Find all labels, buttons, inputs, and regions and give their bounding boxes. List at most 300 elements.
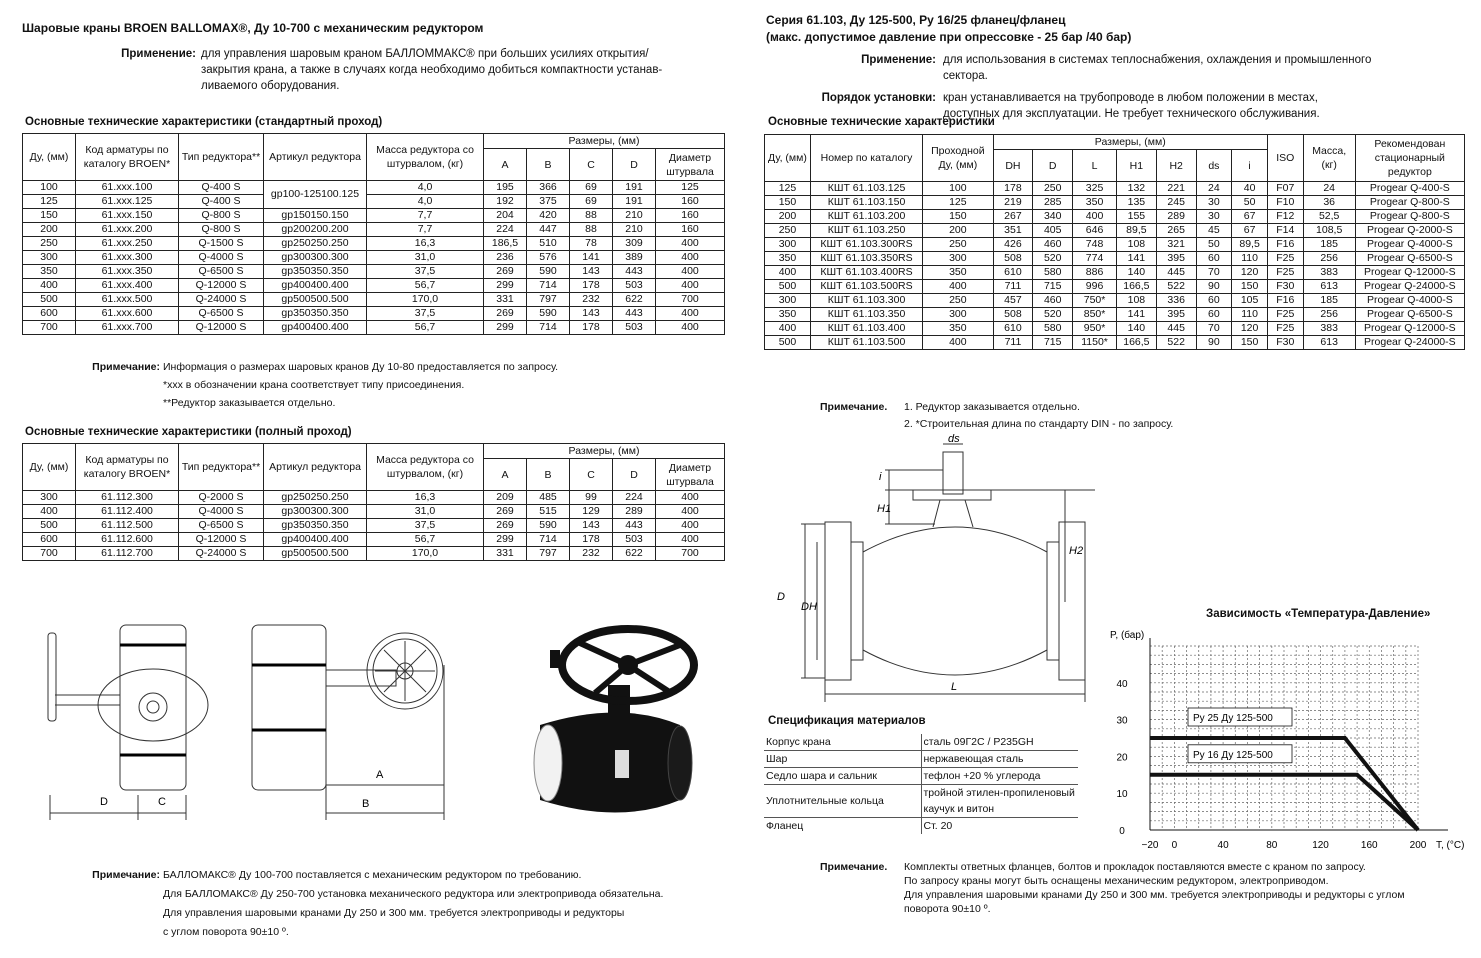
- table-row: [23, 223, 725, 237]
- note2-line: Для БАЛЛОМАКС® Ду 250-700 установка механического редуктора или электропривода обязательна.: [163, 888, 664, 900]
- table-cell: 503: [613, 533, 656, 547]
- left-app-line: ливаемого оборудования.: [201, 80, 340, 92]
- table-cell: 150: [923, 210, 993, 224]
- table-cell: 711: [993, 336, 1033, 350]
- table-cell: 30: [1196, 210, 1232, 224]
- table-cell: Progear Q-400-S: [1355, 182, 1464, 196]
- drawing-i-label: i: [879, 471, 882, 483]
- table-cell: 522: [1156, 336, 1196, 350]
- table-cell: 797: [527, 293, 570, 307]
- table-row: [23, 209, 725, 223]
- th-number: Номер по каталогу: [810, 135, 922, 182]
- note1-line: Информация о размерах шаровых кранов Ду 10-80 предоставляется по запросу.: [163, 361, 559, 373]
- table-cell: 711: [993, 280, 1033, 294]
- table-row: [23, 279, 725, 293]
- table-cell: 69: [570, 181, 613, 195]
- drawing-l-label: L: [951, 681, 958, 693]
- right-note2-line: По запросу краны могут быть оснащены механическим редуктором, электроприводом.: [904, 875, 1329, 887]
- table1-title: Основные технические характеристики (стандартный проход): [25, 116, 383, 128]
- th-mass: Масса, (кг): [1303, 135, 1355, 182]
- table-cell: 37,5: [367, 307, 484, 321]
- table-cell: Q-12000 S: [179, 279, 264, 293]
- x-axis-label: T, (°C): [1436, 840, 1465, 851]
- right-install-line: доступных для эксплуатации. Не требует технического обслуживания.: [943, 108, 1320, 120]
- table-cell: 503: [613, 321, 656, 335]
- table-cell: 36: [1303, 196, 1355, 210]
- table-cell: gp150150.150: [264, 209, 367, 223]
- table-cell: 950*: [1073, 322, 1117, 336]
- table-cell: 400: [656, 237, 725, 251]
- table-cell: Q-800 S: [179, 209, 264, 223]
- table-cell: 646: [1073, 224, 1117, 238]
- table-cell: КШТ 61.103.400: [810, 322, 922, 336]
- table-cell: Q-6500 S: [179, 307, 264, 321]
- table-row: [23, 547, 725, 561]
- table-cell: 457: [993, 294, 1033, 308]
- table-cell: 622: [613, 293, 656, 307]
- table-cell: 56,7: [367, 279, 484, 293]
- table-cell: gp300300.300: [264, 251, 367, 265]
- table-cell: 45: [1196, 224, 1232, 238]
- table-cell: 61.xxx.250: [76, 237, 179, 251]
- table-cell: F07: [1267, 182, 1303, 196]
- left-drawings: [20, 605, 740, 830]
- table-cell: 250: [923, 238, 993, 252]
- th-d: D: [613, 149, 656, 181]
- table-cell: 1150*: [1073, 336, 1117, 350]
- table-cell: 125: [923, 196, 993, 210]
- table-cell: 61.xxx.600: [76, 307, 179, 321]
- front-view-pipe: [120, 625, 186, 790]
- x-tick-label: 80: [1266, 840, 1278, 851]
- table-cell: 185: [1303, 294, 1355, 308]
- table-cell: gp300300.300: [264, 505, 367, 519]
- table-cell: 996: [1073, 280, 1117, 294]
- right-install-label: Порядок установки:: [821, 92, 936, 104]
- table-cell: 321: [1156, 238, 1196, 252]
- table-cell: 610: [993, 266, 1033, 280]
- right-note1-line: 2. *Строительная длина по стандарту DIN - по запросу.: [904, 418, 1174, 430]
- table-cell: 67: [1232, 210, 1268, 224]
- table-cell: gp350350.350: [264, 519, 367, 533]
- table-cell: 232: [570, 293, 613, 307]
- table-cell: 400: [923, 336, 993, 350]
- th-b: B: [527, 459, 570, 491]
- table-cell: 60: [1196, 252, 1232, 266]
- left-app-text: [201, 46, 726, 94]
- table-cell: Progear Q-6500-S: [1355, 252, 1464, 266]
- table-cell: gp250250.250: [264, 237, 367, 251]
- table-cell: 331: [484, 547, 527, 561]
- table-cell: 500: [765, 280, 811, 294]
- table-cell: 110: [1232, 308, 1268, 322]
- th-article: Артикул редуктора: [264, 134, 367, 181]
- table-cell: 400: [656, 251, 725, 265]
- legend-label: Ру 25 Ду 125-500: [1193, 713, 1273, 724]
- table-cell: 250: [1033, 182, 1073, 196]
- spec-material: Ст. 20: [923, 820, 953, 832]
- table-cell: 350: [923, 266, 993, 280]
- spec-material: тефлон +20 % углерода: [921, 768, 1078, 785]
- table-cell: 610: [993, 322, 1033, 336]
- left-app-label: Применение:: [121, 48, 196, 60]
- table-cell: F10: [1267, 196, 1303, 210]
- table-cell: 269: [484, 265, 527, 279]
- table-cell: 774: [1073, 252, 1117, 266]
- right-app-line: для использования в системах теплоснабжения, охлаждения и промышленного: [943, 54, 1372, 66]
- table-cell: gp500500.500: [264, 293, 367, 307]
- table-cell: 576: [527, 251, 570, 265]
- table-row: [23, 491, 725, 505]
- table-cell: 299: [484, 321, 527, 335]
- table-cell: 170,0: [367, 293, 484, 307]
- left-app-line: для управления шаровым краном БАЛЛОММАКС® при больших усилиях открытия/: [201, 48, 649, 60]
- th-dims: Размеры, (мм): [484, 444, 725, 459]
- table2-title: Основные технические характеристики (полный проход): [25, 426, 352, 438]
- table-cell: 160: [656, 195, 725, 209]
- th-du: Ду, (мм): [23, 444, 76, 491]
- table-cell: 120: [1232, 266, 1268, 280]
- table-cell: 178: [570, 533, 613, 547]
- table-cell: 37,5: [367, 265, 484, 279]
- table-cell: 178: [993, 182, 1033, 196]
- table-cell: 108: [1116, 294, 1156, 308]
- table-row: [765, 210, 1465, 224]
- table-cell: 443: [613, 307, 656, 321]
- table-cell: Progear Q-4000-S: [1355, 294, 1464, 308]
- table-row: [23, 251, 725, 265]
- table-cell: 108: [1116, 238, 1156, 252]
- table-cell: 336: [1156, 294, 1196, 308]
- th-wheel: Диаметр штурвала: [656, 459, 725, 491]
- table-cell: 61.xxx.150: [76, 209, 179, 223]
- table-cell: 100: [23, 181, 76, 195]
- table-cell: 460: [1033, 238, 1073, 252]
- table-row: [765, 224, 1465, 238]
- table-cell: 40: [1232, 182, 1268, 196]
- table-cell: 61.xxx.300: [76, 251, 179, 265]
- table-cell: КШТ 61.103.250: [810, 224, 922, 238]
- table-cell: 250: [765, 224, 811, 238]
- table-row: [765, 182, 1465, 196]
- table-cell: 141: [570, 251, 613, 265]
- table-cell: 50: [1196, 238, 1232, 252]
- spec-row: [764, 785, 1078, 818]
- table-cell: 191: [613, 181, 656, 195]
- th-du: Ду, (мм): [23, 134, 76, 181]
- table-cell: 500: [23, 293, 76, 307]
- table-cell: 16,3: [367, 491, 484, 505]
- table-cell: Progear Q-12000-S: [1355, 322, 1464, 336]
- table-cell: F12: [1267, 210, 1303, 224]
- table-cell: Q-400 S: [179, 195, 264, 209]
- spec-row: [764, 734, 1078, 751]
- table-cell: 447: [527, 223, 570, 237]
- table-cell: 61.xxx.350: [76, 265, 179, 279]
- table-cell: 400: [23, 505, 76, 519]
- left-app-line: закрытия крана, а также в случаях когда необходимо добиться компактности устанав-: [201, 64, 663, 76]
- table-cell: Progear Q-2000-S: [1355, 224, 1464, 238]
- th-code: Код арматуры по каталогу BROEN*: [76, 444, 179, 491]
- table-cell: Progear Q-6500-S: [1355, 308, 1464, 322]
- th-article: Артикул редуктора: [264, 444, 367, 491]
- table-cell: 351: [993, 224, 1033, 238]
- table-cell: 700: [23, 321, 76, 335]
- table-cell: 129: [570, 505, 613, 519]
- table-cell: 221: [1156, 182, 1196, 196]
- table-cell: 56,7: [367, 321, 484, 335]
- table-cell: 61.xxx.700: [76, 321, 179, 335]
- table-cell: 405: [1033, 224, 1073, 238]
- th-a: A: [484, 149, 527, 181]
- table-cell: КШТ 61.103.300RS: [810, 238, 922, 252]
- spec-part: Фланец: [764, 818, 921, 835]
- table-cell: 166,5: [1116, 280, 1156, 294]
- table-cell: Q-24000 S: [179, 293, 264, 307]
- table-cell: 715: [1033, 336, 1073, 350]
- table-cell: 245: [1156, 196, 1196, 210]
- table-cell: 125: [23, 195, 76, 209]
- table-cell: 289: [1156, 210, 1196, 224]
- table-cell: 289: [613, 505, 656, 519]
- table-cell: КШТ 61.103.500RS: [810, 280, 922, 294]
- table-cell: 400: [765, 322, 811, 336]
- table-cell: 250: [923, 294, 993, 308]
- table-cell: 61.112.700: [76, 547, 179, 561]
- table-cell: 61.112.500: [76, 519, 179, 533]
- table-cell: 700: [23, 547, 76, 561]
- table-cell: 300: [923, 308, 993, 322]
- table-cell: gp400400.400: [264, 279, 367, 293]
- table-cell: Q-4000 S: [179, 505, 264, 519]
- table-cell: 236: [484, 251, 527, 265]
- right-app-line: сектора.: [943, 70, 988, 82]
- table-cell: 350: [765, 252, 811, 266]
- x-tick-label: 120: [1312, 840, 1329, 851]
- table-cell: 715: [1033, 280, 1073, 294]
- table-cell: 185: [1303, 238, 1355, 252]
- table-cell: 366: [527, 181, 570, 195]
- table-cell: 269: [484, 519, 527, 533]
- spec-part: Уплотнительные кольца: [764, 785, 921, 818]
- table-row: [765, 196, 1465, 210]
- table-standard-bore: [22, 133, 725, 335]
- valve-drawing: [765, 432, 1095, 712]
- y-tick-label: 10: [1116, 789, 1128, 801]
- table-cell: 70: [1196, 322, 1232, 336]
- table-cell: 580: [1033, 322, 1073, 336]
- note2-line: БАЛЛОМАКС® Ду 100-700 поставляется с механическим редуктором по требованию.: [163, 869, 582, 881]
- table-cell: 99: [570, 491, 613, 505]
- table-cell: 250: [23, 237, 76, 251]
- table-cell: 269: [484, 307, 527, 321]
- table-cell: 309: [613, 237, 656, 251]
- table-cell: gp400400.400: [264, 321, 367, 335]
- table-row: [23, 265, 725, 279]
- y-tick-label: 40: [1116, 678, 1128, 690]
- table-cell: 383: [1303, 322, 1355, 336]
- th-h2: H2: [1156, 150, 1196, 182]
- table-cell: КШТ 61.103.350RS: [810, 252, 922, 266]
- table-row: [765, 280, 1465, 294]
- table-cell: 100: [923, 182, 993, 196]
- table-cell: 61.xxx.500: [76, 293, 179, 307]
- table-cell: 350: [923, 322, 993, 336]
- table-cell: 166,5: [1116, 336, 1156, 350]
- table-cell: 143: [570, 519, 613, 533]
- dim-d-label: D: [100, 796, 108, 808]
- table-cell: 395: [1156, 252, 1196, 266]
- table-cell: 140: [1116, 322, 1156, 336]
- table-cell: 204: [484, 209, 527, 223]
- table-cell: КШТ 61.103.500: [810, 336, 922, 350]
- table-cell: 30: [1196, 196, 1232, 210]
- legend-label: Ру 16 Ду 125-500: [1193, 749, 1273, 761]
- table-row: [765, 266, 1465, 280]
- th-i: i: [1232, 150, 1268, 182]
- th-b: B: [527, 149, 570, 181]
- table-cell: 420: [527, 209, 570, 223]
- table-cell: Progear Q-12000-S: [1355, 266, 1464, 280]
- spec-part: Седло шара и сальник: [764, 768, 921, 785]
- table-cell: 210: [613, 209, 656, 223]
- table-cell: 299: [484, 533, 527, 547]
- spec-material: нержавеющая сталь: [921, 751, 1078, 768]
- th-l: L: [1073, 150, 1117, 182]
- table-cell: 300: [765, 238, 811, 252]
- table-cell: 31,0: [367, 505, 484, 519]
- table-cell: 590: [527, 307, 570, 321]
- table-cell: 750*: [1073, 294, 1117, 308]
- table-cell: 67: [1232, 224, 1268, 238]
- table-cell: 265: [1156, 224, 1196, 238]
- table-cell: 125: [656, 181, 725, 195]
- table-cell: 135: [1116, 196, 1156, 210]
- table-cell: 192: [484, 195, 527, 209]
- table-cell: 209: [484, 491, 527, 505]
- dim-b-label: B: [362, 798, 370, 810]
- table-cell: 256: [1303, 308, 1355, 322]
- table-row: [23, 533, 725, 547]
- table-cell: Q-1500 S: [179, 237, 264, 251]
- table-cell: 350: [23, 265, 76, 279]
- chart-title: Зависимость «Температура-Давление»: [1206, 608, 1431, 620]
- table-cell: 395: [1156, 308, 1196, 322]
- drawing-h2-label: H2: [1069, 545, 1084, 557]
- left-title: Шаровые краны BROEN BALLOMAX®, Ду 10-700 с механическим редуктором: [22, 21, 484, 35]
- th-c: C: [570, 149, 613, 181]
- table-cell: Q-800 S: [179, 223, 264, 237]
- table-cell: 269: [484, 505, 527, 519]
- table-cell: 700: [656, 293, 725, 307]
- table-cell: 714: [527, 321, 570, 335]
- table-cell: 256: [1303, 252, 1355, 266]
- table-cell: 520: [1033, 308, 1073, 322]
- table-cell: 714: [527, 533, 570, 547]
- table-cell: 350: [765, 308, 811, 322]
- table-row: [765, 336, 1465, 350]
- table-cell: 508: [993, 308, 1033, 322]
- table-cell: 200: [23, 223, 76, 237]
- right-install-text: [943, 90, 1463, 122]
- table-cell: 132: [1116, 182, 1156, 196]
- table-cell: gp350350.350: [264, 307, 367, 321]
- table-cell: 331: [484, 293, 527, 307]
- x-tick-label: 0: [1171, 840, 1178, 851]
- th-wheel: Диаметр штурвала: [656, 149, 725, 181]
- table-cell: 140: [1116, 266, 1156, 280]
- table-cell: 4,0: [367, 195, 484, 209]
- table-cell: 460: [1033, 294, 1073, 308]
- table-cell: 232: [570, 547, 613, 561]
- table-cell: Q-4000 S: [179, 251, 264, 265]
- table-cell: Q-12000 S: [179, 321, 264, 335]
- dim-c-label: C: [158, 796, 166, 808]
- table-full-bore: [22, 443, 725, 561]
- spec-title: Спецификация материалов: [768, 715, 926, 727]
- table-cell: 500: [23, 519, 76, 533]
- table-cell: 400: [656, 265, 725, 279]
- table-cell: 445: [1156, 266, 1196, 280]
- temperature-pressure-chart: [1100, 622, 1480, 857]
- note1-line: *xxx в обозначении крана соответствует типу присоединения.: [163, 379, 465, 391]
- table-cell: 700: [656, 547, 725, 561]
- spec-part: Корпус крана: [764, 734, 921, 751]
- right-note1-label: Примечание.: [820, 401, 888, 413]
- table-row: [23, 321, 725, 335]
- th-type: Тип редуктора**: [179, 134, 264, 181]
- x-tick-label: 40: [1217, 840, 1229, 851]
- table-cell: 389: [613, 251, 656, 265]
- table-cell: 50: [1232, 196, 1268, 210]
- table-cell: Progear Q-800-S: [1355, 210, 1464, 224]
- side-view-pipe: [252, 625, 326, 790]
- table-row: [765, 322, 1465, 336]
- table-cell: КШТ 61.103.125: [810, 182, 922, 196]
- table-cell: 400: [656, 307, 725, 321]
- table-cell: F30: [1267, 336, 1303, 350]
- table-cell: 515: [527, 505, 570, 519]
- th-dims: Размеры, (мм): [993, 135, 1267, 150]
- th-gear: Рекомендован стационарный редуктор: [1355, 135, 1464, 182]
- table-cell: gp200200.200: [264, 223, 367, 237]
- table-row: [23, 293, 725, 307]
- table-cell: 622: [613, 547, 656, 561]
- th-a: A: [484, 459, 527, 491]
- y-tick-label: 30: [1116, 715, 1128, 727]
- table-cell: 400: [1073, 210, 1117, 224]
- table-cell: 797: [527, 547, 570, 561]
- table-cell: 155: [1116, 210, 1156, 224]
- table-cell: Q-24000 S: [179, 547, 264, 561]
- right-note2-line: Комплекты ответных фланцев, болтов и прокладок поставляются вместе с краном по запросу.: [904, 861, 1366, 873]
- table-cell: F25: [1267, 322, 1303, 336]
- table-cell: 485: [527, 491, 570, 505]
- table-cell: 61.xxx.400: [76, 279, 179, 293]
- th-dims: Размеры, (мм): [484, 134, 725, 149]
- table-cell: Progear Q-24000-S: [1355, 280, 1464, 294]
- table-cell: 210: [613, 223, 656, 237]
- y-axis-label: P, (бар): [1110, 630, 1145, 641]
- table-cell: 443: [613, 265, 656, 279]
- table-cell: 510: [527, 237, 570, 251]
- table-cell: 16,3: [367, 237, 484, 251]
- table-cell: 61.xxx.100: [76, 181, 179, 195]
- table-cell: 31,0: [367, 251, 484, 265]
- table-row: [23, 195, 725, 209]
- table-cell: 522: [1156, 280, 1196, 294]
- spec-row: [764, 751, 1078, 768]
